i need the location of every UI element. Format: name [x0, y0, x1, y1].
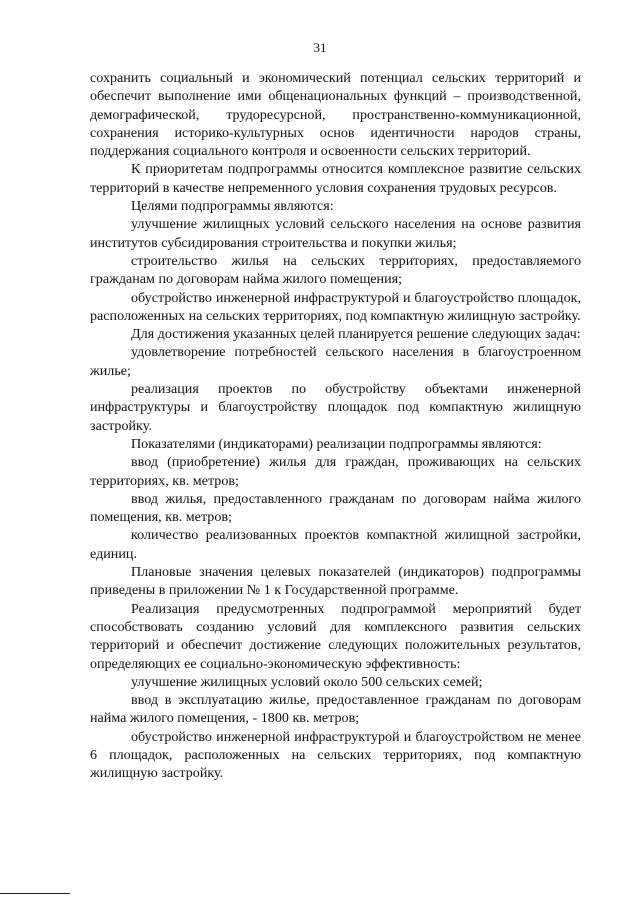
paragraph: количество реализованных проектов компактной жилищной застройки, единиц. [90, 527, 581, 562]
paragraph: реализация проектов по обустройству объектами инженерной инфраструктуры и благоустройству площадок под компактную жилищную застройку. [90, 381, 581, 434]
paragraph: сохранить социальный и экономический потенциал сельских территорий и обеспечит выполнение ими общенациональных функций – производственной, демографической, трудоресурсной, пространственно-коммуникационной, сохранения историко-культурных основ идентичности народов страны, поддержания социального контроля и освоенности сельских территорий. [90, 70, 581, 160]
paragraph: строительство жилья на сельских территориях, предоставляемого гражданам по договорам найма жилого помещения; [90, 252, 581, 288]
paragraph: ввод (приобретение) жилья для граждан, проживающих на сельских территориях, кв. метров; [90, 454, 581, 489]
paragraph: Целями подпрограммы являются: [131, 198, 334, 215]
page-number: 31 [313, 40, 327, 55]
paragraph: улучшение жилищных условий около 500 сельских семей; [131, 673, 483, 690]
paragraph: ввод жилья, предоставленного гражданам по договорам найма жилого помещения, кв. метров; [90, 490, 581, 526]
paragraph: ввод в эксплуатацию жилье, предоставленное гражданам по договорам найма жилого помещения, - 1800 кв. метров; [90, 692, 581, 727]
paragraph: Плановые значения целевых показателей (индикаторов) подпрограммы приведены в приложении № 1 к Государственной программе. [90, 564, 581, 599]
paragraph: обустройство инженерной инфраструктурой и благоустройством не менее 6 площадок, расположенных на сельских территориях, под компактную жилищную застройку. [90, 728, 581, 782]
document-body [90, 69, 581, 783]
paragraph: улучшение жилищных условий сельского населения на основе развития институтов субсидирования строительства и покупки жилья; [90, 216, 581, 251]
paragraph: К приоритетам подпрограммы относится комплексное развитие сельских территорий в качестве непременного условия сохранения трудовых ресурсов. [90, 161, 581, 196]
paragraph: удовлетворение потребностей сельского населения в благоустроенном жилье; [90, 344, 581, 379]
paragraph: Для достижения указанных целей планируется решение следующих задач: [131, 326, 581, 343]
paragraph: Показателями (индикаторами) реализации подпрограммы являются: [131, 435, 542, 452]
paragraph: Реализация предусмотренных подпрограммой мероприятий будет способствовать созданию условий для комплексного развития сельских территорий и обеспечит достижение следующих положительных результатов, определяющих ее социально-экономическую эффективность: [90, 600, 581, 672]
paragraph: обустройство инженерной инфраструктурой и благоустройство площадок, расположенных на сельских территориях, под компактную жилищную застройку. [90, 289, 581, 324]
footer-divider [0, 893, 70, 894]
